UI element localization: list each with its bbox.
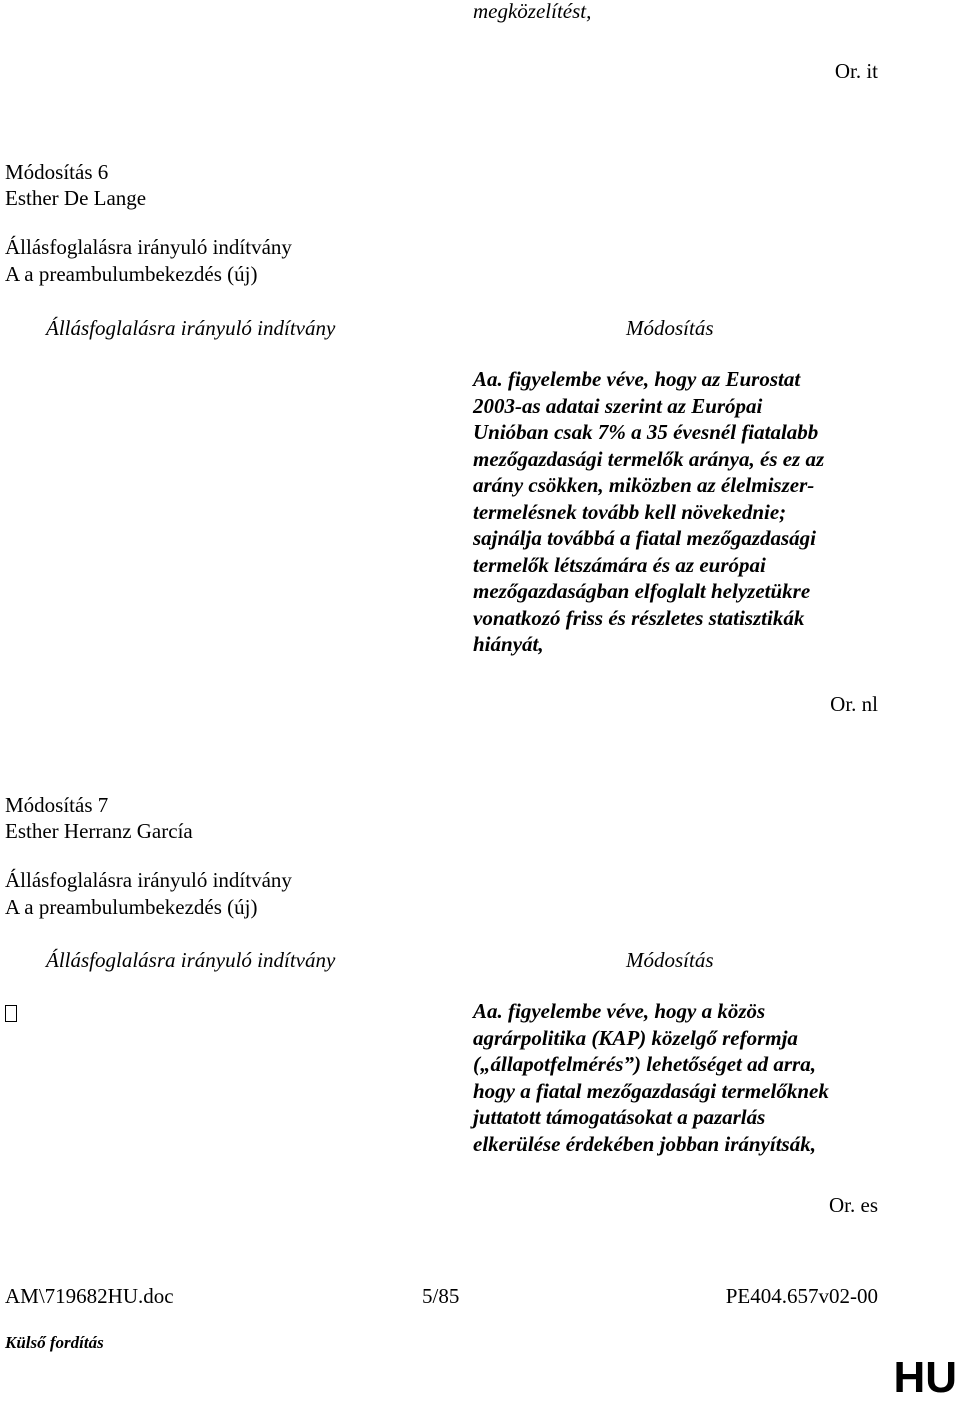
amendment-7-original-language: Or. es [829, 1193, 878, 1217]
top-continuation-text: megközelítést, [473, 0, 592, 23]
footer-pe-ref: PE404.657v02-00 [725, 1284, 878, 1308]
amendment-6-line: vonatkozó friss és részletes statisztikák [473, 605, 805, 630]
amendment-6-line: hiányát, [473, 632, 544, 656]
amendment-7-line: elkerülése érdekében jobban irányítsák, [473, 1131, 816, 1156]
amendment-7-line: Aa. figyelembe véve, hogy a közös [473, 999, 766, 1023]
amendment-6-line: Unióban csak 7% a 35 évesnél fiatalabb [473, 420, 819, 444]
amendment-6-text [473, 366, 953, 658]
amendment-6-title: Módosítás 6 [5, 160, 109, 184]
amendment-6-line: termelők létszámára és az európai [473, 552, 766, 577]
amendment-7-author: Esther Herranz García [5, 819, 193, 843]
amendment-6-line: mezőgazdasági termelők aránya, és ez az [473, 446, 825, 471]
amendment-6-col-right-header: Módosítás [626, 316, 714, 340]
amendment-6-doc-type: Állásfoglalásra irányuló indítvány [5, 235, 292, 259]
amendment-7-text [473, 998, 953, 1157]
amendment-6-line: Aa. figyelembe véve, hogy az Eurostat [473, 367, 801, 391]
original-language-it: Or. it [834, 59, 878, 83]
amendment-6-author: Esther De Lange [5, 186, 147, 210]
amendment-7-position: A a preambulumbekezdés (új) [5, 895, 258, 919]
footer-language-code: HU [893, 1353, 957, 1402]
amendment-7-title: Módosítás 7 [5, 793, 109, 817]
amendment-7-line: agrárpolitika (KAP) közelgő reformja [473, 1025, 798, 1050]
amendment-6-line: sajnálja továbbá a fiatal mezőgazdasági [473, 526, 817, 550]
amendment-6-line: mezőgazdaságban elfoglalt helyzetükre [473, 579, 811, 603]
footer-translation-note: Külső fordítás [5, 1333, 104, 1352]
amendment-7-col-left-header: Állásfoglalásra irányuló indítvány [46, 948, 336, 972]
footer-page-number: 5/85 [422, 1284, 460, 1308]
amendment-6-line: 2003-as adatai szerint az Európai [473, 393, 763, 418]
amendment-6-original-language: Or. nl [830, 692, 878, 716]
amendment-6-line: termelésnek tovább kell növekednie; [473, 499, 787, 524]
footer-doc-ref: AM\719682HU.doc [5, 1284, 174, 1308]
empty-cell-box-icon [5, 1002, 17, 1028]
amendment-7-col-right-header: Módosítás [626, 948, 714, 972]
amendment-6-line: arány csökken, miközben az élelmiszer- [473, 473, 815, 497]
amendment-7-line: hogy a fiatal mezőgazdasági termelőknek [473, 1078, 829, 1103]
amendment-7-line: juttatott támogatásokat a pazarlás [473, 1105, 766, 1129]
amendment-6-position: A a preambulumbekezdés (új) [5, 262, 258, 286]
amendment-6-col-left-header: Állásfoglalásra irányuló indítvány [46, 316, 336, 340]
amendment-7-doc-type: Állásfoglalásra irányuló indítvány [5, 868, 292, 892]
amendment-7-line: („állapotfelmérés”) lehetőséget ad arra, [473, 1052, 816, 1076]
